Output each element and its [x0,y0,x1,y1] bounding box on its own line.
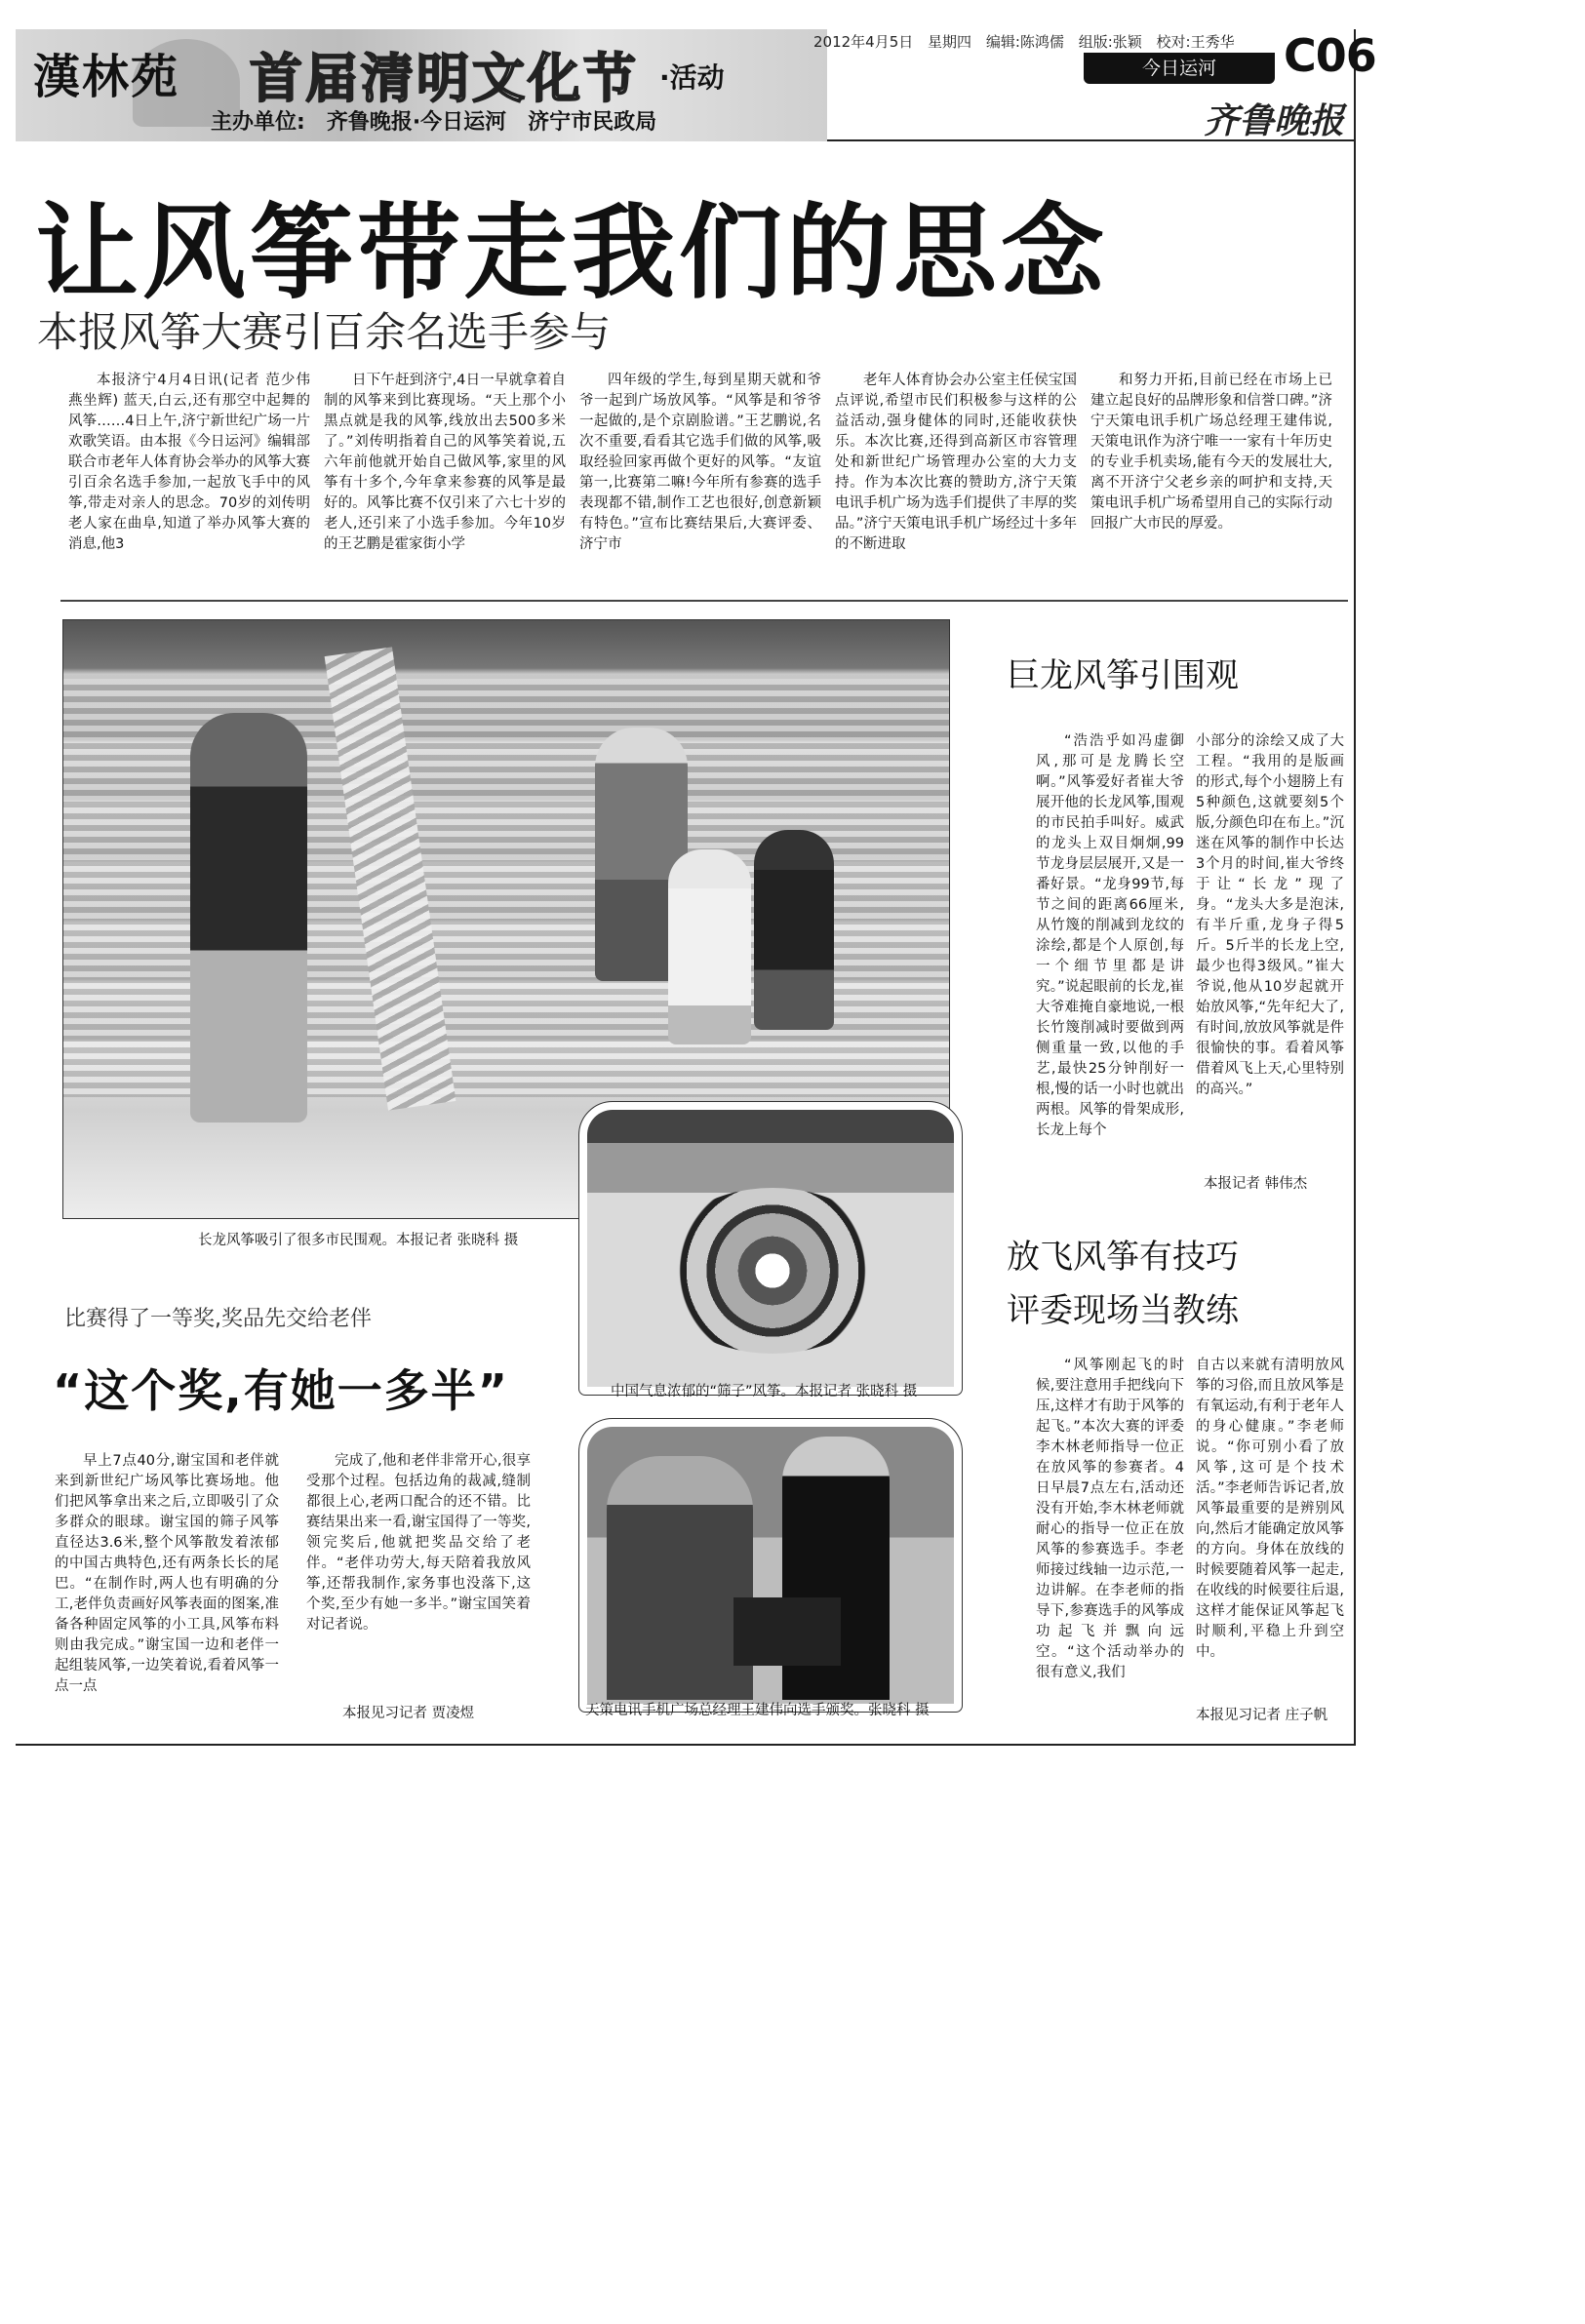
side-story-2-title-line-1: 放飞风筝有技巧 [1007,1238,1239,1277]
lead-column-2: 日下午赶到济宁,4日一早就拿着自制的风筝来到比赛现场。“天上那个小黑点就是我的风筝,线放出去500多米了。”刘传明指着自己的风筝笑着说,五六年前他就开始自己做风筝,家里的风筝有十多个,今年拿来参赛的风筝是最好的。风筝比赛不仅引来了六七十岁的老人,还引来了小选手参加。今年10岁的王艺鹏是霍家街小学 [324,373,566,552]
main-subhead: 本报风筝大赛引百余名选手参与 [37,308,612,356]
side-story-2-col-1: “风筝刚起飞的时候,要注意用手把线向下压,这样才有助于风筝的起飞。”本次大赛的评委李木林老师指导一位正在放风筝的参赛者。4日早晨7点左右,活动还没有开始,李木林老师就耐心的指导一位正在放风筝的参赛选手。李老师接过线轴一边示范,一边讲解。在李老师的指导下,参赛选手的风筝成功起飞并飘向远空。“这个活动举办的很有意义,我们 [1036,1358,1184,1680]
page-number: C06 [1284,29,1376,82]
column-brand: 漢林苑 [33,50,180,104]
side-story-1-col-1: “浩浩乎如冯虚御风,那可是龙腾长空啊。”风筝爱好者崔大爷展开他的长龙风筝,围观的市民拍手叫好。威武的龙头上双目炯炯,99节龙身层层展开,又是一番好景。“龙身99节,每节之间的距离66厘米,从竹篾的削减到龙纹的涂绘,都是个人原创,每一个细节里都是讲究。”说起眼前的长龙,崔大爷难掩自豪地说,一根长竹篾削减时要做到两侧重量一致,以他的手艺,最快25分钟削好一根,慢的话一小时也就出两根。风筝的骨架成形,长龙上每个 [1036,733,1184,1138]
story-2-title: “这个奖,有她一多半” [53,1364,509,1417]
photo-contestant [607,1456,753,1700]
editor-credit: 编辑:陈鸿儒 [985,33,1064,51]
main-headline: 让风筝带走我们的思念 [35,193,1108,313]
photo-caption-1: 长龙风筝吸引了很多市民围观。本报记者 张晓科 摄 [198,1233,519,1248]
photo-caption-2: 中国气息浓郁的“筛子”风筝。本报记者 张晓科 摄 [611,1384,918,1399]
side-story-2-title [1007,1231,1239,1338]
newspaper-page [16,29,1376,1746]
story-2-col-2: 完成了,他和老伴非常开心,很享受那个过程。包括边角的裁减,缝制都很上心,老两口配合的还不错。比赛结果出来一看,谢宝国得了一等奖,领完奖后,他就把奖品交给了老伴。“老伴功劳大,每天陪着我放风筝,还帮我制作,家务事也没落下,这个奖,至少有她一多半。”谢宝国笑着对记者说。 [306,1453,531,1633]
photo-boy [754,830,834,1030]
lead-column-4: 老年人体育协会办公室主任侯宝国点评说,希望市民们积极参与这样的公益活动,强身健体的同时,还能收获快乐。本次比赛,还得到高新区市容管理处和新世纪广场管理办公室的大力支持。作为本次比赛的赞助方,济宁天策电讯手机广场为选手们提供了丰厚的奖品。”济宁天策电讯手机广场经过十多年的不断进取 [835,373,1077,552]
lead-column-1: 本报济宁4月4日讯(记者 范少伟 燕坐辉) 蓝天,白云,还有那空中起舞的风筝……4日上午,济宁新世纪广场一片欢歌笑语。由本报《今日运河》编辑部联合市老年人体育协会举办的风筝大赛引百余名选手参加,一起放飞手中的风筝,带走对亲人的思念。70岁的刘传明老人家在曲阜,知道了举办风筝大赛的消息,他3 [68,373,310,552]
side-story-2-byline: 本报见习记者 庄子帆 [1196,1708,1328,1723]
photo-prize-box [733,1597,841,1666]
host-1: 齐鲁晚报·今日运河 [326,110,507,135]
masthead [16,29,1376,141]
side-story-1-title: 巨龙风筝引围观 [1007,656,1239,695]
photo-sieve-kite [579,1102,962,1395]
side-story-2-title-line-2: 评委现场当教练 [1007,1291,1239,1330]
paper-logo: 齐鲁晚报 [1204,100,1345,141]
side-story-1-byline: 本报记者 韩伟杰 [1204,1176,1308,1192]
festival-title: 首届清明文化节 [250,48,639,109]
section-divider [60,600,1348,602]
story-2-col-1: 早上7点40分,谢宝国和老伴就来到新世纪广场风筝比赛场地。他们把风筝拿出来之后,立即吸引了众多群众的眼球。谢宝国的筛子风筝直径达3.6米,整个风筝散发着浓郁的中国古典特色,还有两条长长的尾巴。“在制作时,两人也有明确的分工,老伴负责画好风筝表面的图案,准备各种固定风筝的小工具,风筝布料则由我完成。”谢宝国一边和老伴一起组装风筝,一边笑着说,看着风筝一点一点 [55,1453,279,1694]
photo-round-kite [655,1188,890,1354]
story-2-kicker: 比赛得了一等奖,奖品先交给老伴 [64,1307,372,1331]
hosts-label: 主办单位: [211,110,305,135]
activity-label: ·活动 [659,61,725,94]
host-2: 济宁市民政局 [528,110,657,135]
photo-award [579,1419,962,1712]
section-tag: 今日运河 [1084,53,1275,84]
proof-credit: 校对:王秀华 [1156,33,1235,51]
issue-weekday: 星期四 [928,33,972,51]
photo-caption-3: 天策电讯手机广场总经理王建伟向选手颁奖。张晓科 摄 [585,1703,930,1718]
masthead-banner [16,29,827,141]
story-2-byline: 本报见习记者 贾凌煜 [342,1706,475,1721]
hosts-line [211,105,678,136]
photo-girl [668,849,751,1044]
lead-column-3: 四年级的学生,每到星期天就和爷爷一起到广场放风筝。“风筝是和爷爷一起做的,是个京剧脸谱。”王艺鹏说,名次不重要,看看其它选手们做的风筝,吸取经验回家再做个更好的风筝。“友谊第一,比赛第二嘛!今年所有参赛的选手表现都不错,制作工艺也很好,创意新颖有特色。”宣布比赛结果后,大赛评委、济宁市 [579,373,821,552]
side-story-1-col-2: 小部分的涂绘又成了大工程。“我用的是版画的形式,每个小翅膀上有5种颜色,这就要刻5个版,分颜色印在布上。”沉迷在风筝的制作中长达3个月的时间,崔大爷终于让“长龙”现了身。“龙头大多是泡沫,有半斤重,龙身子得5斤。5斤半的长龙上空,最少也得3级风。”崔大爷说,他从10岁起就开始放风筝,“先年纪大了,有时间,放放风筝就是件很愉快的事。看着风筝借着风飞上天,心里特别的高兴。” [1196,733,1344,1097]
issue-date: 2012年4月5日 [813,33,914,51]
lead-column-5: 和努力开拓,目前已经在市场上已建立起良好的品牌形象和信誉口碑。”济宁天策电讯手机广场总经理王建伟说,天策电讯作为济宁唯一一家有十年历史的专业手机卖场,能有今天的发展壮大,离不开济宁父老乡亲的呵护和支持,天策电讯手机广场希望用自己的实际行动回报广大市民的厚爱。 [1090,373,1332,532]
layout-credit: 组版:张颖 [1078,33,1142,51]
photo-man [190,713,307,1123]
side-story-2-col-2: 自古以来就有清明放风筝的习俗,而且放风筝是有氧运动,有利于老年人的身心健康。”李老师说。“你可别小看了放风筝,这可是个技术活。”李老师告诉记者,放风筝最重要的是辨别风向,然后才能确定放风筝的方向。身体在放线的时候要随着风筝一起走,在收线的时候要往后退,这样才能保证风筝起飞时顺利,平稳上升到空中。 [1196,1358,1344,1660]
issue-meta [813,31,1245,52]
